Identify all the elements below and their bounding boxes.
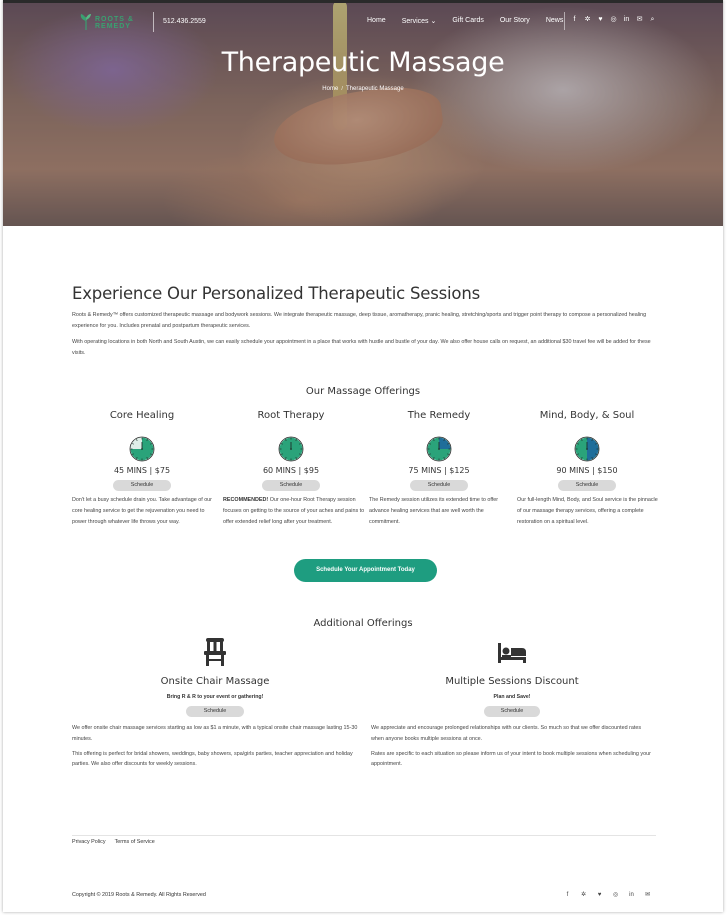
phone-number[interactable]: 512.436.2559 (163, 18, 206, 25)
schedule-button[interactable]: Schedule (186, 706, 244, 717)
privacy-policy-link[interactable]: Privacy Policy (72, 839, 106, 845)
hero-banner (3, 0, 723, 226)
offering-description: RECOMMENDED! Our one-hour Root Therapy session focuses on getting to the source of your aches and pains to offer extended relief long after your treatment. (223, 497, 365, 525)
nav-services[interactable]: Services ⌄ (401, 18, 437, 25)
footer-links (72, 839, 155, 845)
main-nav (367, 17, 579, 25)
clock-hub (290, 448, 292, 450)
linkedin-icon[interactable]: in (629, 892, 634, 898)
clock-hub (438, 448, 440, 450)
logo-line-1: ROOTS & (95, 16, 134, 23)
twitter-icon[interactable]: ♥ (597, 892, 602, 898)
offering-description: Don't let a busy schedule drain you. Take advantage of our core healing service to get the rejuvenation you need to power through whatever life throws your way. (72, 497, 212, 525)
twitter-icon[interactable]: ♥ (598, 16, 603, 23)
schedule-button[interactable]: Schedule (484, 706, 540, 717)
leaf-logo-icon (79, 13, 93, 31)
breadcrumb-current: Therapeutic Massage (345, 86, 404, 92)
offering-the-remedy (365, 410, 513, 527)
intro-paragraph-2: With operating locations in both North and South Austin, we can easily schedule your appointment in a place that works with hustle and bustle of your day. We also offer house calls on request, an additional $30 travel fee will be added for these visits. (72, 339, 651, 356)
facebook-icon[interactable]: f (566, 892, 569, 898)
instagram-icon[interactable]: ◎ (612, 892, 619, 898)
offering-description: We appreciate and encourage prolonged relationships with our clients. So much so that we offer discounted rates when anyone books multiple sessions at once. (371, 725, 642, 742)
offering-root-therapy (217, 410, 365, 527)
offering-name: Multiple Sessions Discount (445, 676, 579, 687)
yelp-icon[interactable]: ✲ (584, 16, 591, 23)
offering-name: The Remedy (407, 410, 471, 421)
multiple-sessions-section (369, 637, 655, 770)
additional-offerings-heading: Additional Offerings (313, 618, 413, 629)
clock-icon (129, 436, 155, 462)
breadcrumb: Home / Therapeutic Massage (322, 86, 404, 92)
offering-name: Root Therapy (257, 410, 325, 421)
offering-price: 45 MINS | $75 (113, 466, 171, 475)
offering-description: This offering is perfect for bridal showers, weddings, baby showers, spa/girls parties, teacher appreciation and holiday parties. We also offer discounts for weekly sessions. (72, 750, 353, 768)
chair-icon (201, 637, 229, 667)
bed-icon (496, 637, 528, 667)
schedule-button[interactable]: Schedule (558, 480, 616, 491)
offering-description: The Remedy session utilizes its extended time to offer advance healing services that are well worth the commitment. (369, 497, 499, 525)
site-logo[interactable] (79, 12, 141, 34)
offering-core-healing (68, 410, 216, 527)
page-title: Therapeutic Massage (221, 47, 505, 78)
breadcrumb-home[interactable]: Home (322, 86, 339, 92)
copyright: Copyright © 2019 Roots & Remedy. All Rights Reserved (72, 892, 206, 898)
clock-icon (278, 436, 304, 462)
footer-divider (72, 835, 656, 836)
offering-description: Rates are specific to each situation so please inform us of your intent to book multiple sessions when scheduling your appointment. (371, 750, 651, 768)
nav-gift-cards[interactable]: Gift Cards (452, 17, 484, 24)
offerings-heading: Our Massage Offerings (305, 386, 421, 397)
nav-our-story[interactable]: Our Story (499, 17, 530, 24)
search-icon[interactable]: ⌕ (650, 16, 655, 23)
clock-icon (574, 436, 600, 462)
offering-name: Core Healing (109, 410, 175, 421)
offering-description: Our full-length Mind, Body, and Soul service is the pinnacle of our massage therapy services, offering a complete restoration on a spiritual level. (517, 497, 658, 525)
instagram-icon[interactable]: ◎ (610, 16, 617, 23)
terms-of-service-link[interactable]: Terms of Service (114, 839, 155, 845)
offering-tagline: Bring R & R to your event or gathering! (166, 694, 264, 700)
offering-name: Mind, Body, & Soul (539, 410, 635, 421)
clock-icon (426, 436, 452, 462)
nav-home[interactable]: Home (367, 17, 386, 24)
linkedin-icon[interactable]: in (623, 16, 630, 23)
page (3, 0, 723, 912)
schedule-button[interactable]: Schedule (262, 480, 320, 491)
intro-heading: Experience Our Personalized Therapeutic Sessions (72, 284, 480, 303)
logo-line-2: REMEDY (95, 23, 131, 30)
offering-description: We offer onsite chair massage services starting as low as $1 a minute, with a typical onsite chair massage lasting 15-30 minutes. (72, 725, 358, 742)
header-social-links (571, 16, 656, 24)
offering-name: Onsite Chair Massage (160, 676, 270, 687)
schedule-appointment-button[interactable]: Schedule Your Appointment Today (294, 559, 437, 582)
offering-price: 75 MINS | $125 (408, 466, 470, 475)
yelp-icon[interactable]: ✲ (580, 892, 587, 898)
nav-news[interactable]: News (545, 17, 564, 24)
intro-paragraph-1: Roots & Remedy™ offers customized therapeutic massage and bodywork sessions. We integrate therapeutic massage, deep tissue, aromatherapy, pranic healing, stretching/sports and trigger point therapy to compose a personalized healing experience for you. Includes prenatal and postpartum therapeutic services. (72, 312, 647, 329)
email-icon[interactable]: ✉ (636, 16, 643, 23)
clock-hub (586, 448, 588, 450)
schedule-button[interactable]: Schedule (410, 480, 468, 491)
clock-fill-extra (439, 438, 450, 449)
facebook-icon[interactable]: f (573, 16, 576, 23)
clock-hub (141, 448, 143, 450)
offering-price: 60 MINS | $95 (262, 466, 320, 475)
offering-price: 90 MINS | $150 (556, 466, 618, 475)
schedule-button[interactable]: Schedule (113, 480, 171, 491)
offering-mind-body-soul (513, 410, 661, 527)
email-icon[interactable]: ✉ (644, 892, 651, 898)
footer-social-links (564, 891, 651, 899)
onsite-chair-massage-section (72, 637, 358, 770)
offering-tagline: Plan and Save! (493, 694, 531, 700)
